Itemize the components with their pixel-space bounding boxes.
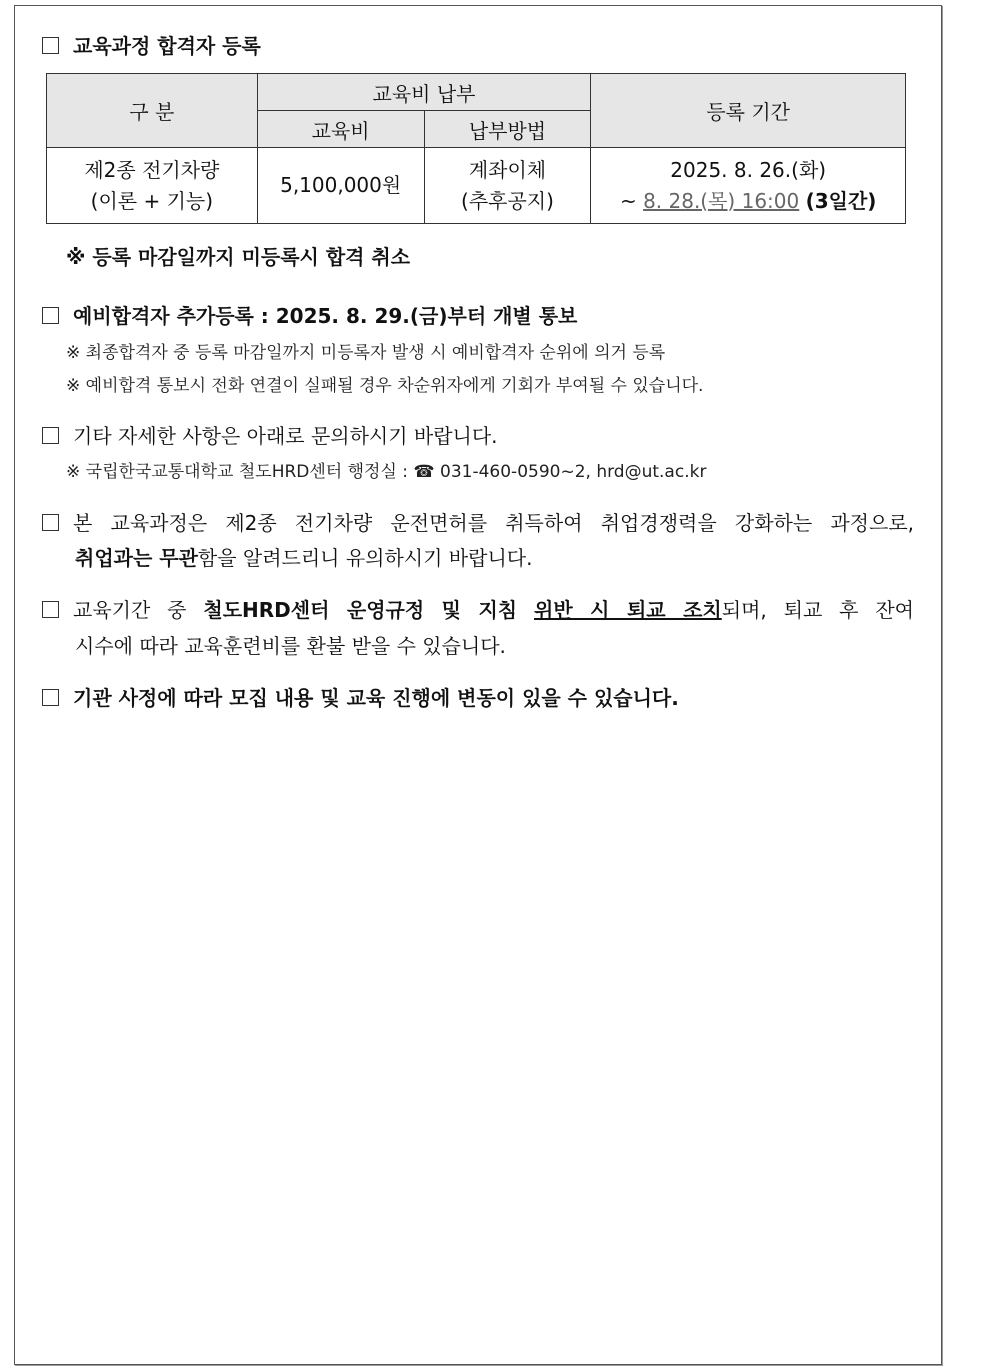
course-name: 제2종 전기차량 xyxy=(84,157,220,182)
cell-period xyxy=(591,148,906,224)
section-title: 기관 사정에 따라 모집 내용 및 교육 진행에 변동이 있을 수 있습니다. xyxy=(73,686,679,710)
checkbox-icon xyxy=(42,37,59,54)
period-end: 8. 28.(목) 16:00 xyxy=(643,188,800,213)
section-expulsion xyxy=(42,594,914,623)
header-category: 구 분 xyxy=(47,74,258,148)
checkbox-icon xyxy=(42,601,59,618)
employment-rest: 함을 알려드리니 유의하시기 바랍니다. xyxy=(197,546,533,570)
expulsion-underlined: 위반 시 퇴교 조치 xyxy=(534,598,722,622)
period-end-line xyxy=(591,186,905,217)
expulsion-pre: 교육기간 중 xyxy=(73,598,187,622)
header-fee: 교육비 xyxy=(257,111,424,148)
section-title: 예비합격자 추가등록 : 2025. 8. 29.(금)부터 개별 통보 xyxy=(73,304,578,328)
section-employment xyxy=(42,507,914,536)
employment-line-1: 본 교육과정은 제2종 전기차량 운전면허를 취득하여 취업경쟁력을 강화하는 과정으로, xyxy=(73,511,914,535)
header-payment: 교육비 납부 xyxy=(257,74,591,111)
header-method: 납부방법 xyxy=(424,111,591,148)
contact-prefix: ※ 국립한국교통대학교 철도HRD센터 행정실 : xyxy=(66,462,409,482)
contact-value: 031-460-0590~2, hrd@ut.ac.kr xyxy=(440,462,707,482)
period-days: (3일간) xyxy=(805,188,877,213)
checkbox-icon xyxy=(42,307,59,324)
expulsion-line-2: 시수에 따라 교육훈련비를 환불 받을 수 있습니다. xyxy=(75,634,506,658)
employment-line-2 xyxy=(75,542,532,571)
header-period: 등록 기간 xyxy=(591,74,906,148)
reserve-note-1: ※ 최종합격자 중 등록 마감일까지 미등록자 발생 시 예비합격자 순위에 의거 등록 xyxy=(66,343,666,363)
registration-table xyxy=(46,73,906,224)
section-registration xyxy=(42,30,261,59)
expulsion-bold: 철도HRD센터 운영규정 및 지침 xyxy=(203,598,518,622)
phone-icon: ☎ xyxy=(413,462,435,482)
course-type: (이론 + 기능) xyxy=(90,188,214,213)
expulsion-post: 되며, 퇴교 후 잔여 xyxy=(721,598,915,622)
note-cancel: ※ 등록 마감일까지 미등록시 합격 취소 xyxy=(66,245,411,269)
checkbox-icon xyxy=(42,427,59,444)
period-tilde: ~ xyxy=(619,188,637,213)
method-note: (추후공지) xyxy=(461,188,554,213)
section-change-notice xyxy=(42,682,679,711)
section-title: 교육과정 합격자 등록 xyxy=(73,34,261,58)
period-start: 2025. 8. 26.(화) xyxy=(670,157,827,182)
section-inquiry xyxy=(42,420,498,449)
cell-fee: 5,100,000원 xyxy=(257,148,424,224)
cell-method xyxy=(424,148,591,224)
section-reserve xyxy=(42,300,577,329)
section-title: 기타 자세한 사항은 아래로 문의하시기 바랍니다. xyxy=(73,424,498,448)
reserve-note-2: ※ 예비합격 통보시 전화 연결이 실패될 경우 차순위자에게 기회가 부여될 수 있습니다. xyxy=(66,376,704,396)
method-name: 계좌이체 xyxy=(468,157,547,182)
checkbox-icon xyxy=(42,514,59,531)
employment-bold: 취업과는 무관 xyxy=(75,546,198,570)
contact-line xyxy=(66,457,706,482)
checkbox-icon xyxy=(42,689,59,706)
cell-course xyxy=(47,148,258,224)
